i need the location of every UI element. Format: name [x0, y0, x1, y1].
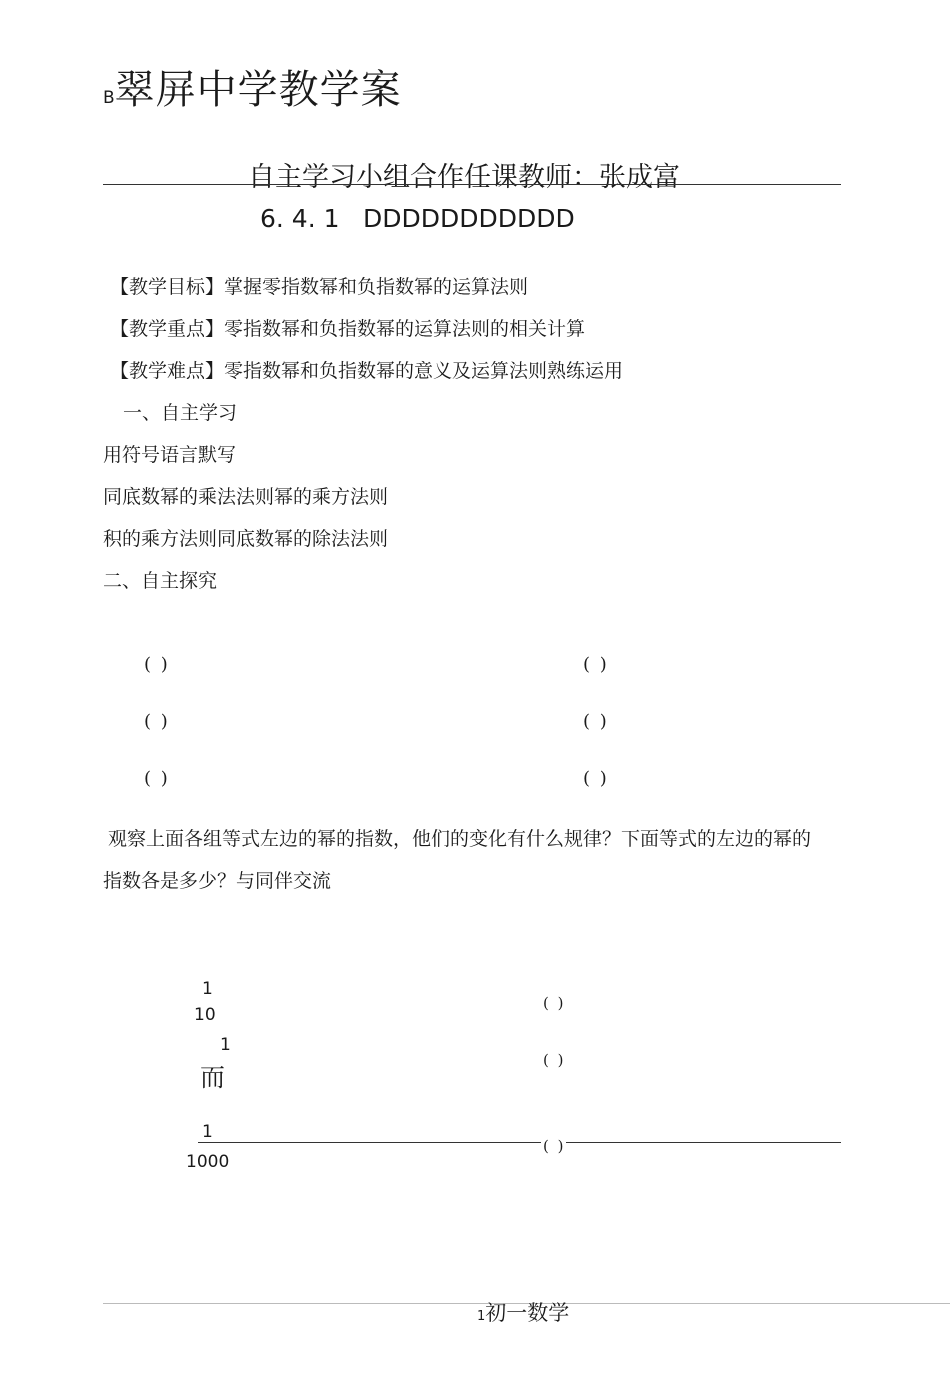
section1-line-2: 同底数幂的乘法法则幂的乘方法则	[103, 486, 389, 508]
left-blank-2: ( )	[144, 711, 170, 732]
teacher-line: 自主学习小组合作任课教师：张成富	[248, 162, 680, 193]
right-blank-1: ( )	[583, 654, 609, 675]
key-point-label: 【教学重点】	[110, 318, 225, 340]
section1-heading: 一、自主学习	[123, 402, 238, 424]
fraction-3-numerator: 1	[202, 1122, 213, 1142]
section1-line-1: 用符号语言默写	[103, 444, 237, 466]
left-blank-3: ( )	[144, 768, 170, 789]
objective-goal-text: 掌握零指数幂和负指数幂的运算法则	[224, 276, 529, 298]
fraction-1-numerator: 1	[202, 979, 213, 999]
fraction-2-blank: ( )	[543, 1051, 566, 1069]
difficulty-label: 【教学难点】	[110, 360, 225, 382]
objective-key-point	[110, 314, 585, 341]
objective-goal	[110, 272, 528, 299]
section1-line-3: 积的乘方法则同底数幂的除法法则	[103, 528, 389, 550]
objective-goal-label: 【教学目标】	[110, 276, 225, 298]
fraction-3-rule-left	[198, 1142, 541, 1143]
fraction-3-rule-right	[566, 1142, 841, 1143]
fraction-1-denominator: 10	[194, 1005, 216, 1025]
header-prefix: B	[103, 88, 115, 108]
fraction-1-blank: ( )	[543, 994, 566, 1012]
section2-heading: 二、自主探究	[103, 570, 218, 592]
page-number: 1	[477, 1309, 486, 1324]
footer	[477, 1297, 569, 1327]
school-header	[103, 58, 402, 115]
fraction-2-numerator: 1	[220, 1035, 231, 1055]
fraction-2-denominator: 而	[200, 1063, 226, 1092]
school-title: 翠屏中学教学案	[114, 67, 402, 113]
fraction-3-denominator: 1000	[186, 1152, 230, 1172]
lesson-number: 6. 4. 1	[260, 204, 340, 233]
header-divider	[103, 184, 841, 185]
key-point-text: 零指数幂和负指数幂的运算法则的相关计算	[224, 318, 586, 340]
right-blank-2: ( )	[583, 711, 609, 732]
difficulty-text: 零指数幂和负指数幂的意义及运算法则熟练运用	[224, 360, 624, 382]
observe-line-2: 指数各是多少？与同伴交流	[103, 870, 332, 892]
observe-line-1: 观察上面各组等式左边的幂的指数，他们的变化有什么规律？下面等式的左边的幂的	[108, 828, 812, 850]
lesson-name: DDDDDDDDDDD	[363, 204, 575, 233]
right-blank-3: ( )	[583, 768, 609, 789]
objective-difficulty	[110, 356, 623, 383]
footer-text: 初一数学	[485, 1301, 570, 1325]
fraction-3-blank: ( )	[543, 1137, 566, 1155]
left-blank-1: ( )	[144, 654, 170, 675]
